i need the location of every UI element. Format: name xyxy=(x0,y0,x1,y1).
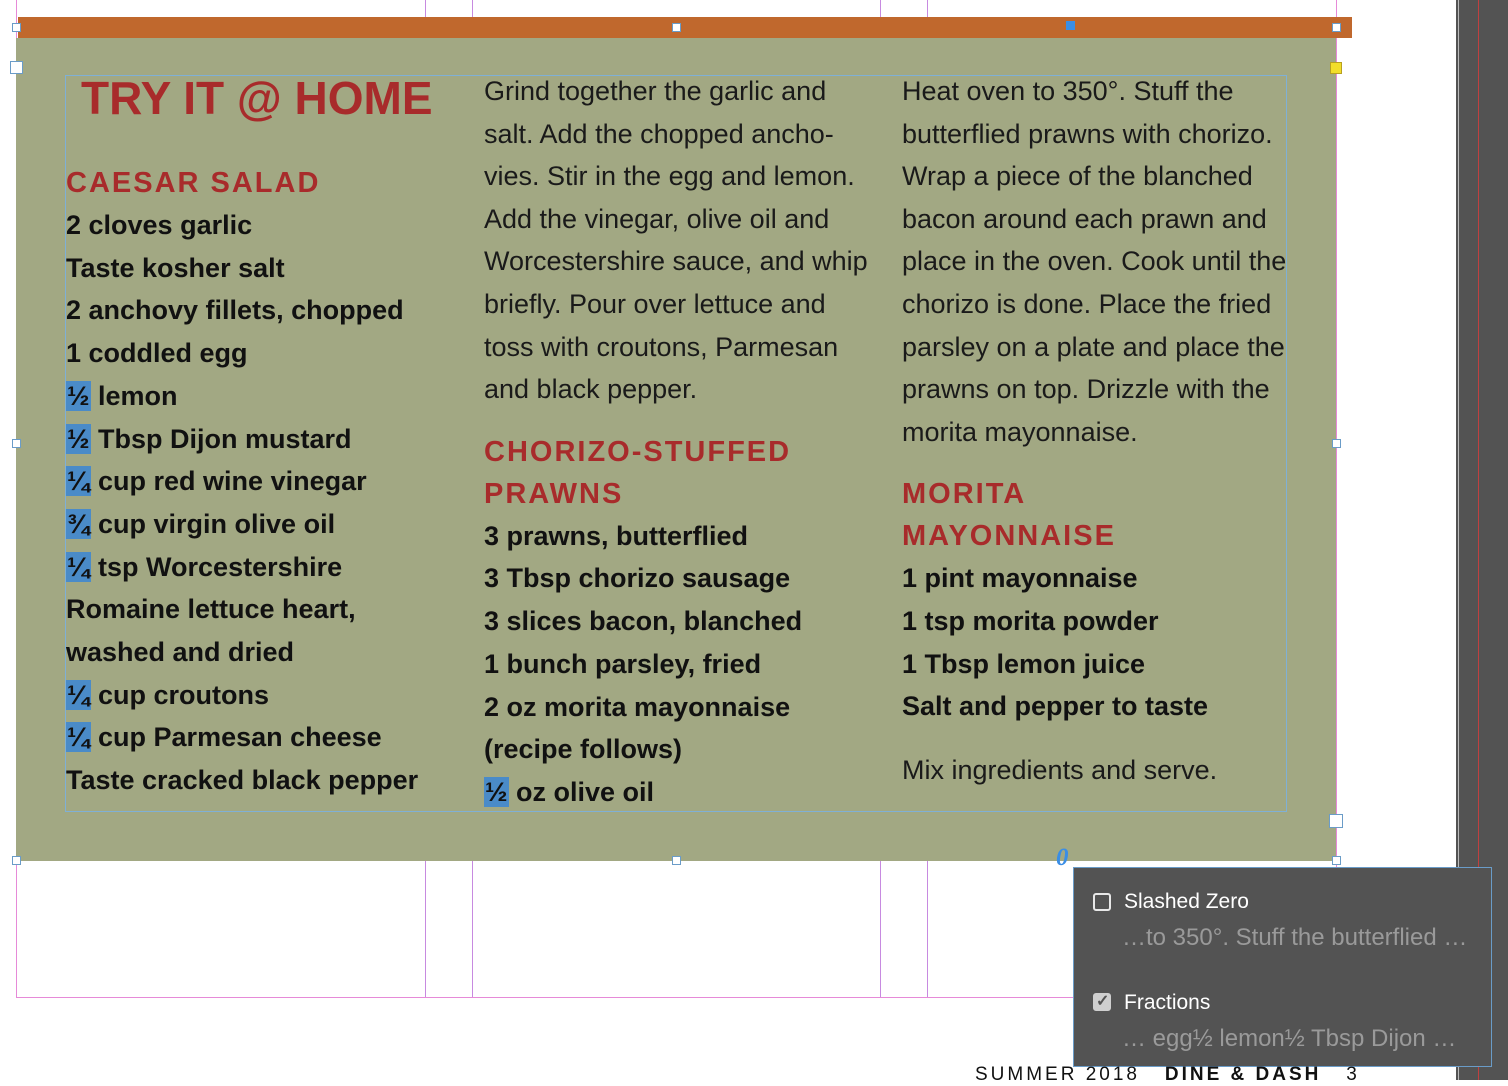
ingredient-line xyxy=(66,247,433,290)
ingredient-line xyxy=(902,643,1286,686)
ingredient-line xyxy=(66,418,433,461)
method-text xyxy=(902,70,1286,453)
selection-handle[interactable] xyxy=(1329,814,1343,828)
heading-line: MAYONNAISE xyxy=(902,520,1116,553)
recipe-heading xyxy=(902,473,1286,557)
ingredient-line xyxy=(484,771,868,814)
margin-guide xyxy=(1336,0,1337,998)
recipe-heading: CAESAR SALAD xyxy=(66,167,321,199)
method-line: morita mayonnaise. xyxy=(902,416,1138,447)
ingredient-list xyxy=(484,515,868,814)
ingredient-line xyxy=(66,375,433,418)
method-line: toss with croutons, Parmesan xyxy=(484,331,839,362)
ingredient-text: 3 prawns, butterflied xyxy=(484,520,749,551)
ingredient-text: 1 tsp morita powder xyxy=(902,606,1159,637)
heading-line: PRAWNS xyxy=(484,477,624,510)
recipe-column-2[interactable] xyxy=(484,70,868,814)
slashed-zero-sample: …to 350°. Stuff the butterflied … xyxy=(1122,924,1468,951)
method-line: Grind together the garlic and xyxy=(484,76,827,106)
selection-handle[interactable] xyxy=(1332,23,1341,32)
footer-page-number: 3 xyxy=(1346,1064,1360,1085)
ingredient-text: Taste kosher salt xyxy=(66,252,285,283)
page-title: TRY IT @ HOME xyxy=(81,72,433,124)
method-line: bacon around each prawn and xyxy=(902,203,1267,234)
method-line: butterflied prawns with chorizo. xyxy=(902,118,1273,149)
ingredient-text: cup croutons xyxy=(90,679,270,710)
glyph-indicator[interactable]: 0 xyxy=(1056,844,1069,871)
selection-handle[interactable] xyxy=(12,23,21,32)
check-icon: ✓ xyxy=(1096,993,1110,1010)
method-line: prawns on top. Drizzle with the xyxy=(902,374,1270,405)
method-line: chorizo is done. Place the fried xyxy=(902,288,1272,319)
ingredient-line xyxy=(484,643,868,686)
ingredient-text: 3 Tbsp chorizo sausage xyxy=(484,563,791,594)
fraction-highlight: ¼ xyxy=(67,551,90,582)
method-line: Worcestershire sauce, and whip xyxy=(484,246,868,277)
fraction-highlight: ¼ xyxy=(67,722,90,753)
ingredient-line xyxy=(484,600,868,643)
slashed-zero-checkbox[interactable] xyxy=(1093,893,1111,911)
footer-publication: DINE & DASH xyxy=(1164,1064,1322,1085)
heading-line: CHORIZO-STUFFED xyxy=(484,435,792,468)
ingredient-line xyxy=(66,204,433,247)
fractions-checkbox[interactable] xyxy=(1093,993,1111,1011)
ingredient-text: Tbsp Dijon mustard xyxy=(90,423,352,454)
ingredient-list xyxy=(66,204,433,802)
ingredient-list xyxy=(902,557,1286,728)
method-line: vies. Stir in the egg and lemon. xyxy=(484,161,855,192)
glyph-options-popup xyxy=(1073,867,1492,1067)
heading-line: MORITA xyxy=(902,478,1027,511)
selection-handle[interactable] xyxy=(1332,439,1341,448)
ingredient-line xyxy=(484,515,868,558)
selection-handle[interactable] xyxy=(12,856,21,865)
ingredient-text: cup virgin olive oil xyxy=(90,508,336,539)
selection-handle[interactable] xyxy=(1066,21,1075,30)
ingredient-line xyxy=(66,759,433,802)
selection-handle[interactable] xyxy=(12,439,21,448)
ingredient-text: lemon xyxy=(90,380,178,411)
ingredient-line xyxy=(66,716,433,759)
header-color-bar[interactable] xyxy=(18,17,1352,38)
ingredient-line xyxy=(66,460,433,503)
page-footer xyxy=(975,1064,1360,1086)
method-line: parsley on a plate and place the xyxy=(902,331,1285,362)
ingredient-line xyxy=(66,503,433,546)
ingredient-line xyxy=(66,332,433,375)
ingredient-line xyxy=(902,557,1286,600)
selection-handle[interactable] xyxy=(672,856,681,865)
recipe-heading xyxy=(484,431,868,515)
recipe-column-3[interactable] xyxy=(902,70,1286,792)
ingredient-line xyxy=(484,728,868,771)
ingredient-text: 2 anchovy fillets, chopped xyxy=(66,295,404,326)
ingredient-text: Taste cracked black pepper xyxy=(66,765,419,796)
method-line: and black pepper. xyxy=(484,374,698,405)
method-line: Wrap a piece of the blanched xyxy=(902,161,1253,192)
fraction-highlight: ½ xyxy=(67,423,90,454)
footer-season: SUMMER 2018 xyxy=(975,1064,1140,1085)
ingredient-line xyxy=(66,289,433,332)
ingredient-text: 2 cloves garlic xyxy=(66,210,253,240)
method-line: place in the oven. Cook until the xyxy=(902,246,1287,277)
ingredient-line xyxy=(66,546,433,589)
ingredient-text: oz olive oil xyxy=(508,776,655,807)
method-line: salt. Add the chopped ancho- xyxy=(484,118,834,149)
selection-handle[interactable] xyxy=(10,61,23,74)
ingredient-text: washed and dried xyxy=(66,637,295,668)
ingredient-text: Salt and pepper to taste xyxy=(902,691,1209,722)
ingredient-line xyxy=(902,600,1286,643)
fraction-highlight: ¾ xyxy=(67,508,90,539)
ingredient-line xyxy=(902,685,1286,728)
ingredient-line xyxy=(484,557,868,600)
fraction-highlight: ¼ xyxy=(67,679,90,710)
fraction-highlight: ½ xyxy=(67,380,90,411)
ingredient-text: 2 oz morita mayonnaise xyxy=(484,691,791,722)
ingredient-line xyxy=(66,588,433,631)
ingredient-text: cup red wine vinegar xyxy=(90,466,367,497)
selection-handle[interactable] xyxy=(1332,856,1341,865)
fractions-sample: … egg½ lemon½ Tbsp Dijon … xyxy=(1122,1025,1457,1052)
ingredient-line xyxy=(66,674,433,717)
selection-handle[interactable] xyxy=(672,23,681,32)
ingredient-text: 1 bunch parsley, fried xyxy=(484,648,762,679)
recipe-column-1[interactable] xyxy=(66,70,433,802)
ingredient-text: 3 slices bacon, blanched xyxy=(484,606,803,637)
method-text xyxy=(484,70,868,411)
fractions-label[interactable]: Fractions xyxy=(1124,991,1211,1014)
ingredient-text: (recipe follows) xyxy=(484,734,683,765)
ingredient-text: Romaine lettuce heart, xyxy=(66,594,356,625)
slashed-zero-label[interactable]: Slashed Zero xyxy=(1124,890,1249,913)
corner-options-handle[interactable] xyxy=(1330,62,1342,74)
method-line: Add the vinegar, olive oil and xyxy=(484,203,830,234)
fraction-highlight: ¼ xyxy=(67,466,90,497)
ingredient-text: 1 Tbsp lemon juice xyxy=(902,648,1146,679)
fraction-highlight: ½ xyxy=(485,776,508,807)
ingredient-text: 1 coddled egg xyxy=(66,338,248,369)
closing-text: Mix ingredients and serve. xyxy=(902,755,1218,786)
ingredient-line xyxy=(484,686,868,729)
ingredient-text: 1 pint mayonnaise xyxy=(902,563,1138,594)
method-line: briefly. Pour over lettuce and xyxy=(484,288,826,319)
ingredient-text: cup Parmesan cheese xyxy=(90,722,382,753)
ingredient-line xyxy=(66,631,433,674)
ingredient-text: tsp Worcestershire xyxy=(90,551,343,582)
method-line: Heat oven to 350°. Stuff the xyxy=(902,76,1234,106)
